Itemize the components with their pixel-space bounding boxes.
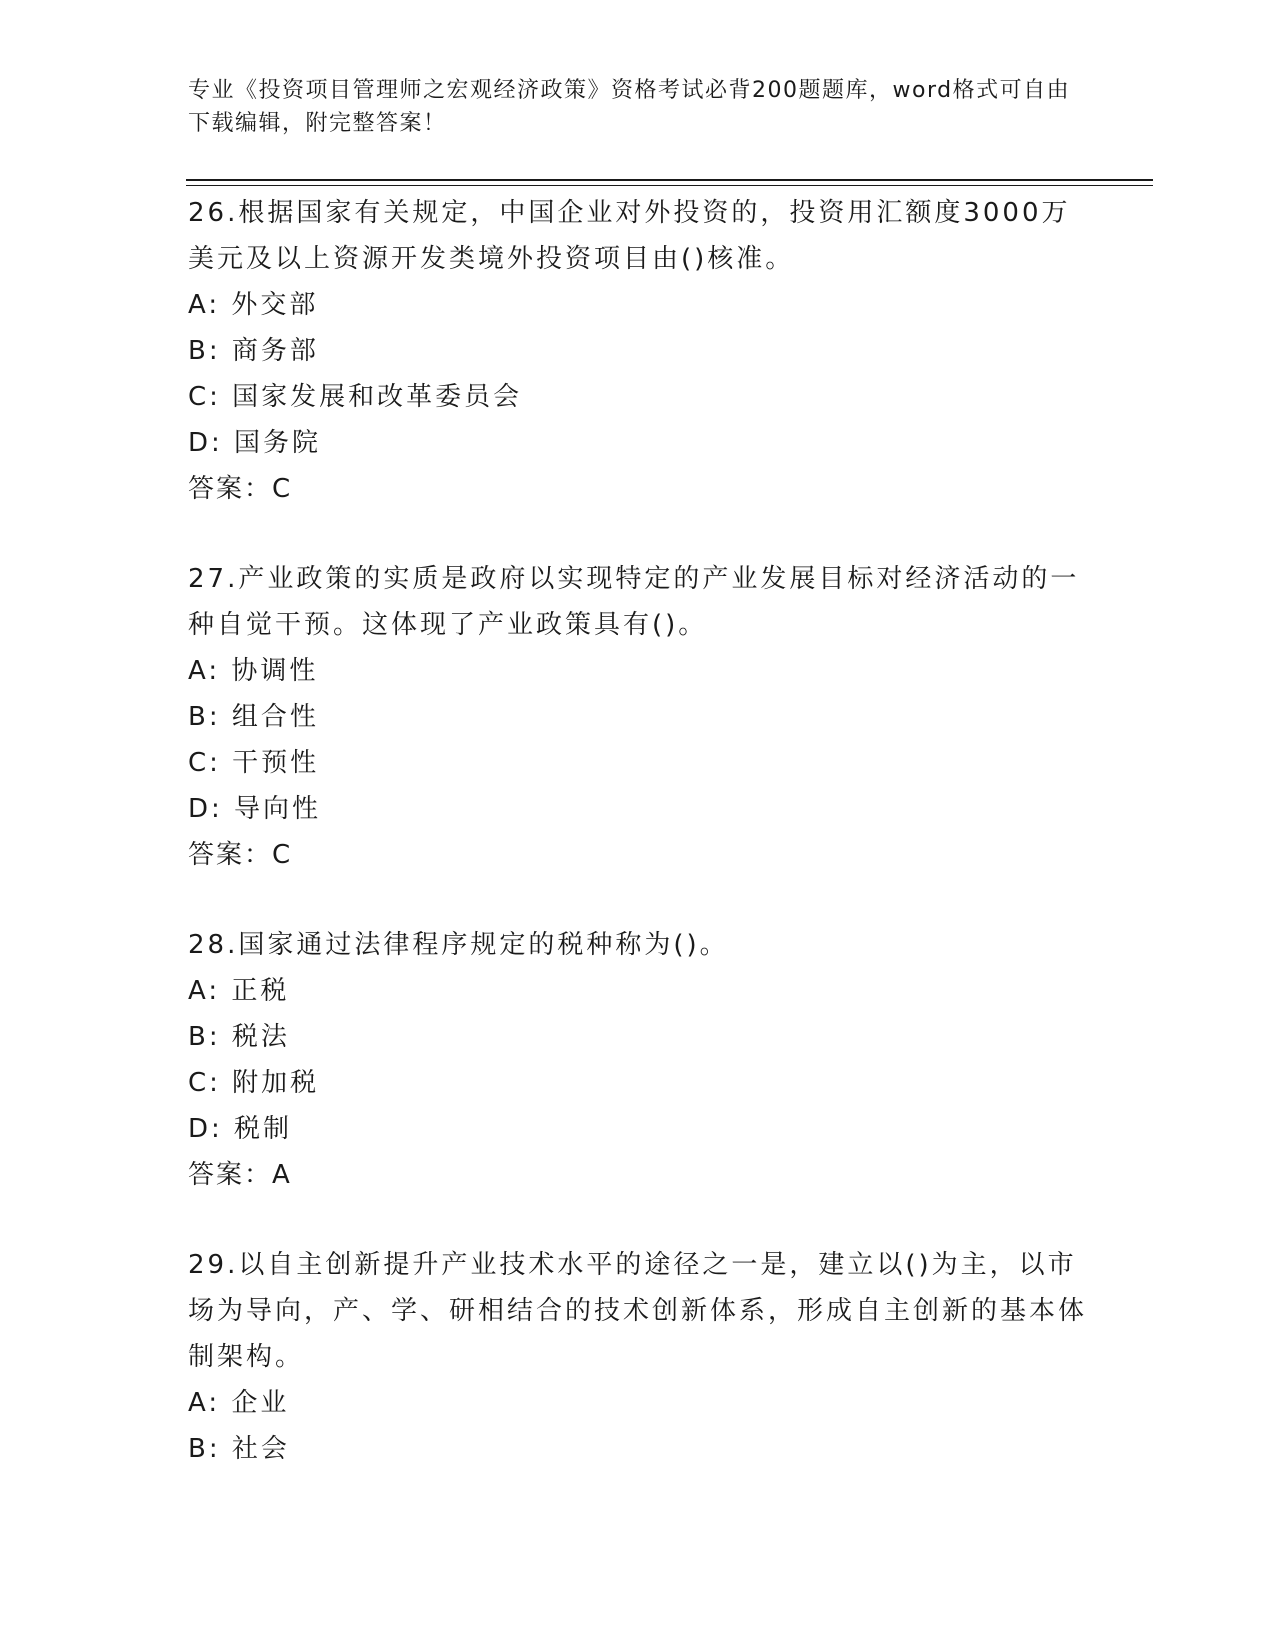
option-a: A: 企业	[188, 1388, 290, 1418]
question-27	[188, 556, 1088, 878]
answer-line: 答案：C	[188, 840, 293, 870]
question-stem: 27.产业政策的实质是政府以实现特定的产业发展目标对经济活动的一种自觉干预。这体现了产业政策具有()。	[188, 564, 1080, 640]
question-28	[188, 922, 1088, 1198]
option-c: C: 国家发展和改革委员会	[188, 382, 523, 412]
question-list	[188, 190, 1088, 1472]
option-d: D: 税制	[188, 1114, 293, 1144]
option-d: D: 导向性	[188, 794, 322, 824]
option-c: C: 附加税	[188, 1068, 320, 1098]
question-26	[188, 190, 1088, 512]
option-d: D: 国务院	[188, 428, 322, 458]
option-a: A: 外交部	[188, 290, 319, 320]
option-b: B: 社会	[188, 1434, 290, 1464]
question-stem: 28.国家通过法律程序规定的税种称为()。	[188, 930, 729, 960]
option-c: C: 干预性	[188, 748, 320, 778]
option-a: A: 协调性	[188, 656, 319, 686]
header-divider-thick	[186, 179, 1153, 181]
option-b: B: 组合性	[188, 702, 319, 732]
option-a: A: 正税	[188, 976, 290, 1006]
header-divider-thin	[186, 185, 1153, 186]
option-b: B: 税法	[188, 1022, 290, 1052]
option-b: B: 商务部	[188, 336, 319, 366]
question-29	[188, 1242, 1088, 1472]
question-stem: 26.根据国家有关规定，中国企业对外投资的，投资用汇额度3000万美元及以上资源开发类境外投资项目由()核准。	[188, 198, 1071, 274]
answer-line: 答案：C	[188, 474, 293, 504]
answer-line: 答案：A	[188, 1160, 292, 1190]
page-header: 专业《投资项目管理师之宏观经济政策》资格考试必背200题题库，word格式可自由下载编辑，附完整答案！	[188, 78, 1071, 136]
question-stem: 29.以自主创新提升产业技术水平的途径之一是，建立以()为主，以市场为导向，产、学、研相结合的技术创新体系，形成自主创新的基本体制架构。	[188, 1250, 1088, 1372]
